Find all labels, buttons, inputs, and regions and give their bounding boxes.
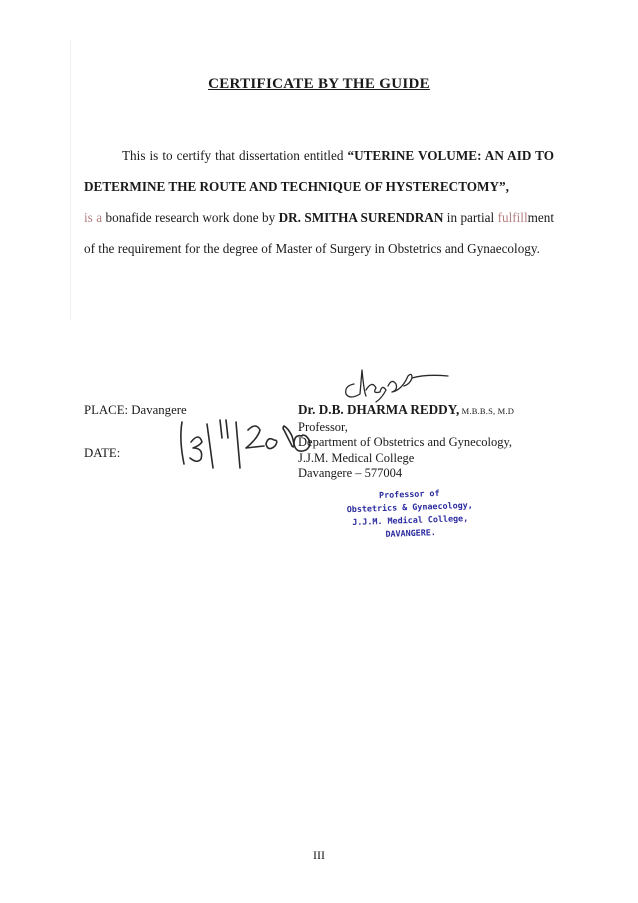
- stamp-line: DAVANGERE.: [385, 527, 437, 539]
- page-number: III: [313, 848, 325, 862]
- candidate-name: DR. SMITHA SURENDRAN: [278, 210, 444, 225]
- stamp-line: Obstetrics & Gynaecology,: [346, 499, 473, 515]
- body-middle: bonafide research work done by: [102, 210, 279, 225]
- body-in-partial: in partial: [443, 210, 498, 225]
- dissertation-title: “UTERINE VOLUME: AN AID TO DETERMINE THE ROUTE AND TECHNIQUE OF HYSTERECTOMY”,: [84, 148, 554, 194]
- guide-degrees: M.B.B.S, M.D: [459, 406, 515, 416]
- body-fulfillment-prefix: fulfill: [497, 210, 528, 225]
- guide-position: Professor,: [298, 419, 348, 434]
- guide-city: Davangere – 577004: [298, 466, 403, 480]
- official-stamp: [309, 485, 511, 544]
- guide-signature: [336, 362, 450, 404]
- body-rest: ment of the requirement for the degree of Master of Surgery in Obstetrics and Gynaecology.: [84, 210, 554, 256]
- guide-department: Department of Obstetrics and Gynecology,: [298, 435, 513, 449]
- body-intro: This is to certify that dissertation entitled: [122, 148, 348, 163]
- stamp-line: J.J.M. Medical College,: [352, 512, 469, 528]
- guide-details: [298, 402, 514, 482]
- certificate-body: [84, 140, 554, 264]
- page-title: CERTIFICATE BY THE GUIDE: [208, 76, 430, 92]
- place-line: PLACE: Davangere: [84, 403, 187, 417]
- date-label: DATE:: [84, 446, 121, 460]
- stamp-line: Professor of: [378, 487, 440, 501]
- guide-name: Dr. D.B. DHARMA REDDY,: [298, 402, 460, 417]
- guide-college: J.J.M. Medical College: [298, 450, 415, 465]
- body-is-a: is a: [84, 210, 103, 225]
